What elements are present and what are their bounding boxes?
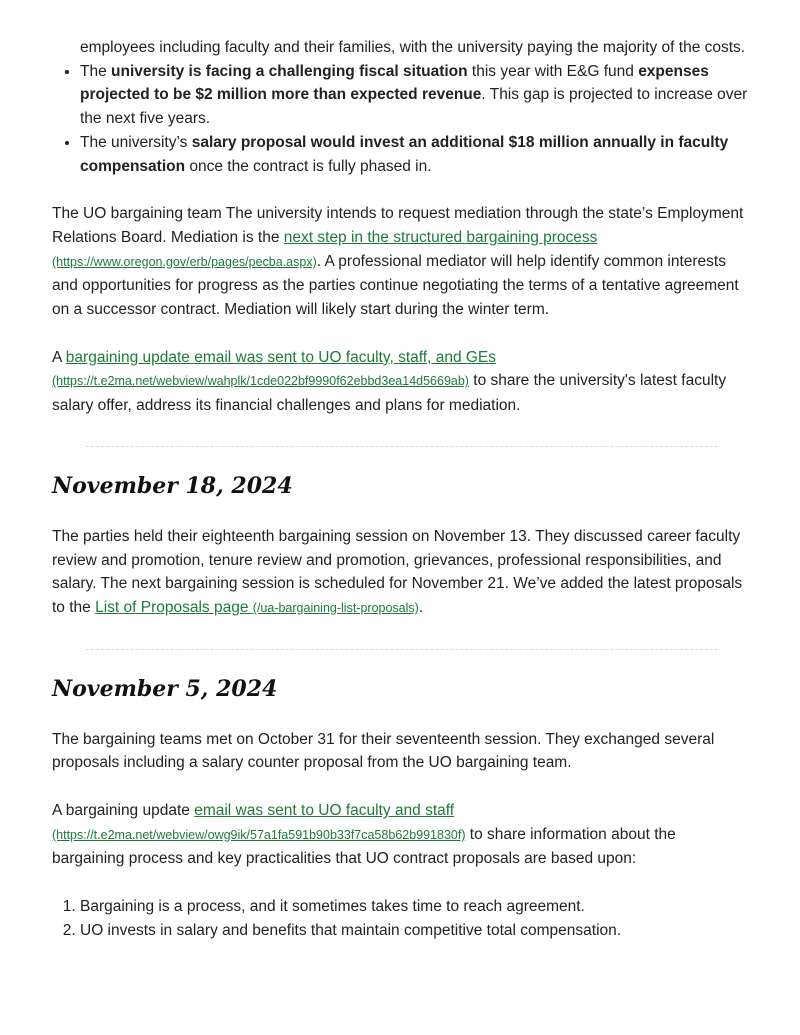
link-text: next step in the structured bargaining process xyxy=(283,228,598,246)
link-text: email was sent to UO faculty and staff xyxy=(194,802,455,820)
bullet-text: . This gap is projected to increase over the next five years. xyxy=(80,86,748,128)
bullet-text: The xyxy=(80,62,112,80)
list-item: 2. UO invests in salary and benefits that maintain competitive total compensation. xyxy=(80,919,752,943)
nov-18-paragraph xyxy=(52,525,752,621)
bullet-bold-text: salary proposal would invest an additional $18 million annually in faculty compensation xyxy=(80,133,729,175)
nov-5-paragraph: The bargaining teams met on October 31 for their seventeenth session. They exchanged several proposals including a salary counter proposal from the UO bargaining team. xyxy=(52,730,715,772)
bullet-text: this year with E&G fund xyxy=(467,62,639,80)
link-text: List of Proposals page xyxy=(95,598,249,616)
section-divider xyxy=(86,446,718,447)
paragraph-text: . A professional mediator will help identify common interests and opportunities for progress as the parties continue negotiating the terms of a tentative agreement on a successor contract. Mediation will likely start during the winter term. xyxy=(52,252,739,319)
bullet-text: employees including faculty and their families, with the university paying the majority of the costs. xyxy=(80,39,746,56)
paragraph-text: The parties held their eighteenth bargaining session on November 13. They discussed career faculty review and promotion, tenure review and promotion, grievances, professional responsibilities, and salary. The next bargaining session is scheduled for November 21. We’ve added the latest proposals to the xyxy=(52,527,743,616)
mediation-paragraph xyxy=(52,202,752,322)
section-divider xyxy=(86,649,718,650)
nov-5-email-paragraph xyxy=(52,799,752,871)
paragraph-text: to share information about the bargaining process and key practicalities that UO contract proposals are based upon: xyxy=(52,825,676,868)
link-url: (https://t.e2ma.net/webview/owg9ik/57a1fa591b90b33f7ca58b62b991830f) xyxy=(52,827,466,842)
paragraph-text: The UO bargaining team The university intends to request mediation through the state’s Employment Relations Board. Mediation is the xyxy=(52,205,744,246)
paragraph-text: . xyxy=(418,598,424,616)
summary-bullet-list xyxy=(52,36,752,178)
bullet-salary-proposal xyxy=(80,131,752,178)
bullet-text: once the contract is fully phased in. xyxy=(185,157,432,175)
link-url: (/ua-bargaining-list-proposals) xyxy=(252,600,419,615)
bullet-fiscal-situation xyxy=(80,60,752,131)
section-heading-nov-5: November 5, 2024 xyxy=(52,675,278,702)
paragraph-text: A bargaining update xyxy=(52,802,195,820)
bullet-continuation xyxy=(80,36,752,60)
paragraph-text: A xyxy=(52,348,66,366)
paragraph-text: to share the university's latest faculty salary offer, address its financial challenges and plans for mediation. xyxy=(52,372,727,415)
section-heading-nov-18: November 18, 2024 xyxy=(52,472,293,499)
link-text: bargaining update email was sent to UO faculty, staff, and GEs xyxy=(65,348,497,366)
practicalities-list xyxy=(52,895,752,942)
bullet-bold-text: expenses projected to be $2 million more than expected revenue xyxy=(80,62,709,104)
bargaining-update-email-link[interactable] xyxy=(52,349,496,390)
list-of-proposals-link[interactable] xyxy=(95,599,419,616)
bullet-text: The university’s xyxy=(80,133,192,151)
list-item: 1. Bargaining is a process, and it sometimes takes time to reach agreement. xyxy=(80,895,752,919)
bullet-bold-text: university is facing a challenging fiscal situation xyxy=(111,62,468,80)
update-email-paragraph xyxy=(52,346,752,418)
link-url: (https://t.e2ma.net/webview/wahplk/1cde022bf9990f62ebbd3ea14d5669ab) xyxy=(52,374,469,389)
link-url: (https://www.oregon.gov/erb/pages/pecba.aspx) xyxy=(52,254,317,269)
